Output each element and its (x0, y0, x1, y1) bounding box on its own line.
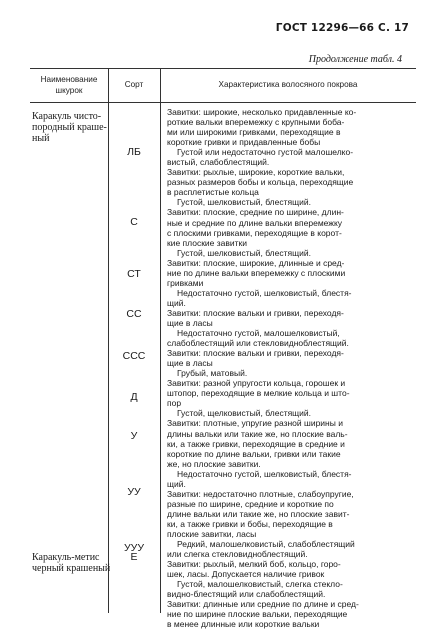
description-line: в менее длинные или короткие вальки (167, 619, 320, 630)
description-line: же, но плоские завитки. (167, 458, 261, 469)
sort-ss: СС (126, 308, 142, 320)
product-name-line: Каракуль-метис (32, 552, 100, 563)
description-line: ки, а также гривки и бобы, переходящие в (167, 518, 333, 529)
sort-s: С (130, 216, 138, 228)
description-line: разные по ширине, средние и короткие по (167, 498, 334, 509)
column-divider-2 (160, 68, 161, 613)
description-line: Недостаточно густой, шелковистый, блестя- (177, 287, 352, 298)
description-line: Недостаточно густой, малошелковистый, (177, 328, 340, 339)
description-line: ные и средние по длине вальки вперемежку (167, 217, 343, 228)
description-line: Завитки: недостаточно плотные, слабоупругие, (167, 488, 354, 499)
header-rule (30, 102, 416, 103)
table-top-rule (30, 68, 416, 69)
standard-header: ГОСТ 12296—66 С. 17 (275, 22, 409, 34)
product-name-line: породный краше- (32, 122, 107, 133)
column-header-description: Характеристика волосяного покрова (218, 80, 358, 89)
description-line: кие плоские завитки (167, 237, 247, 248)
description-line: Грубый, матовый. (177, 368, 248, 379)
product-name-purebred (32, 111, 107, 144)
description-line: Густой или недостаточно густой малошелко- (177, 147, 354, 158)
description-line: вистый, слабоблестящий. (167, 157, 270, 168)
column-header-name-line: шкурок (55, 86, 83, 95)
description-line: Завитки: рыхлые, широкие, короткие вальки, (167, 167, 345, 178)
description-line: Густой, шелковистый, блестящий. (177, 247, 311, 258)
description-line: видно-блестящий или слабоблестящий. (167, 589, 326, 600)
description-line: Густой, малошелковистый, слегка стекло- (177, 579, 343, 590)
description-line: Густой, щелковистый, блестящий. (177, 408, 312, 419)
description-line: щие в ласы (167, 358, 213, 369)
sort-e: Е (130, 551, 138, 563)
description-line: Завитки: плоские, средние по ширине, длин- (167, 207, 344, 218)
description-line: щий. (167, 478, 186, 489)
product-name-line: ный (32, 133, 50, 144)
description-line: слабоблестящий или стекловидноблестящий. (167, 338, 349, 349)
description-line: Завитки: рыхлый, мелкий боб, кольцо, горо- (167, 559, 341, 570)
description-line: Завитки: плоские вальки и гривки, переходя- (167, 307, 344, 318)
description-line: Завитки: плоские вальки и гривки, переходя- (167, 348, 344, 359)
description-line: Завитки: разной упругости кольца, горошек и (167, 378, 346, 389)
description-line: ние по ширине плоские вальки, переходящие (167, 609, 348, 620)
description-line: ние по длине вальки вперемежку с плоскими (167, 267, 346, 278)
column-header-name (30, 74, 108, 96)
sort-uu: УУ (127, 486, 141, 498)
column-header-name-line: Наименование (40, 75, 98, 84)
description-line: разных размеров бобы и кольца, переходящие (167, 177, 354, 188)
description-line: ки, а также гривки, переходящие в средние и (167, 438, 345, 449)
description-line: Густой, шелковистый, блестящий. (177, 197, 311, 208)
description-line: Завитки: широкие, несколько придавленные ко- (167, 107, 357, 117)
description-line: Недостаточно густой, шелковистый, блестя- (177, 468, 352, 479)
sort-d: Д (130, 391, 138, 403)
sort-lb: ЛБ (127, 146, 141, 158)
column-header-sort: Сорт (124, 80, 144, 89)
table-continuation-label: Продолжение табл. 4 (308, 54, 402, 65)
characteristics-table (30, 68, 416, 630)
description-line: короткие гривки и придавленные бобы (167, 137, 321, 148)
description-line: Завитки: плоские, широкие, длинные и сред- (167, 257, 345, 268)
sort-u: У (130, 430, 138, 442)
product-name-line: Каракуль чисто- (32, 111, 102, 122)
description-line: шек, ласы. Допускается наличие гривок (167, 569, 325, 580)
description-line: плоские завитки, ласы (167, 528, 257, 539)
sort-st: СТ (127, 268, 141, 280)
description-line: Завитки: плотные, упругие разной ширины и (167, 418, 343, 429)
description-line: штопор, переходящие в мелкие кольца и штo- (167, 388, 350, 399)
description-line: ми или широкими гривками, переходящие в (167, 127, 341, 138)
description-line: щие в ласы (167, 317, 213, 328)
description-line: Завитки: длинные или средние по длине и сред- (167, 599, 359, 610)
description-line: в расплетистые кольца (167, 187, 259, 198)
description-line: короткие по длине вальки, гривки или такие (167, 448, 341, 459)
product-name-mixed-breed (32, 552, 110, 574)
description-line: длине вальки или такие же, но плоские завит- (167, 508, 350, 519)
description-line: гривками (167, 277, 204, 288)
sort-sss: ССС (122, 350, 146, 362)
description-line: с плоскими гривками, переходящие в корот- (167, 227, 342, 238)
description-line: или слегка стекловидноблестящий. (167, 549, 308, 560)
sort-uuu: УУУ (123, 542, 144, 554)
description-line: роткие вальки вперемежку с крупными бoба- (167, 117, 345, 128)
description-text (167, 107, 415, 629)
description-line: щий. (167, 297, 186, 308)
description-line: пор (167, 398, 182, 409)
product-name-line: черный крашеный (32, 563, 111, 574)
description-line: длины вальки или такие же, но плоские валь- (167, 428, 348, 439)
description-line: Редкий, малошелковистый, слабоблестящий (177, 539, 355, 550)
